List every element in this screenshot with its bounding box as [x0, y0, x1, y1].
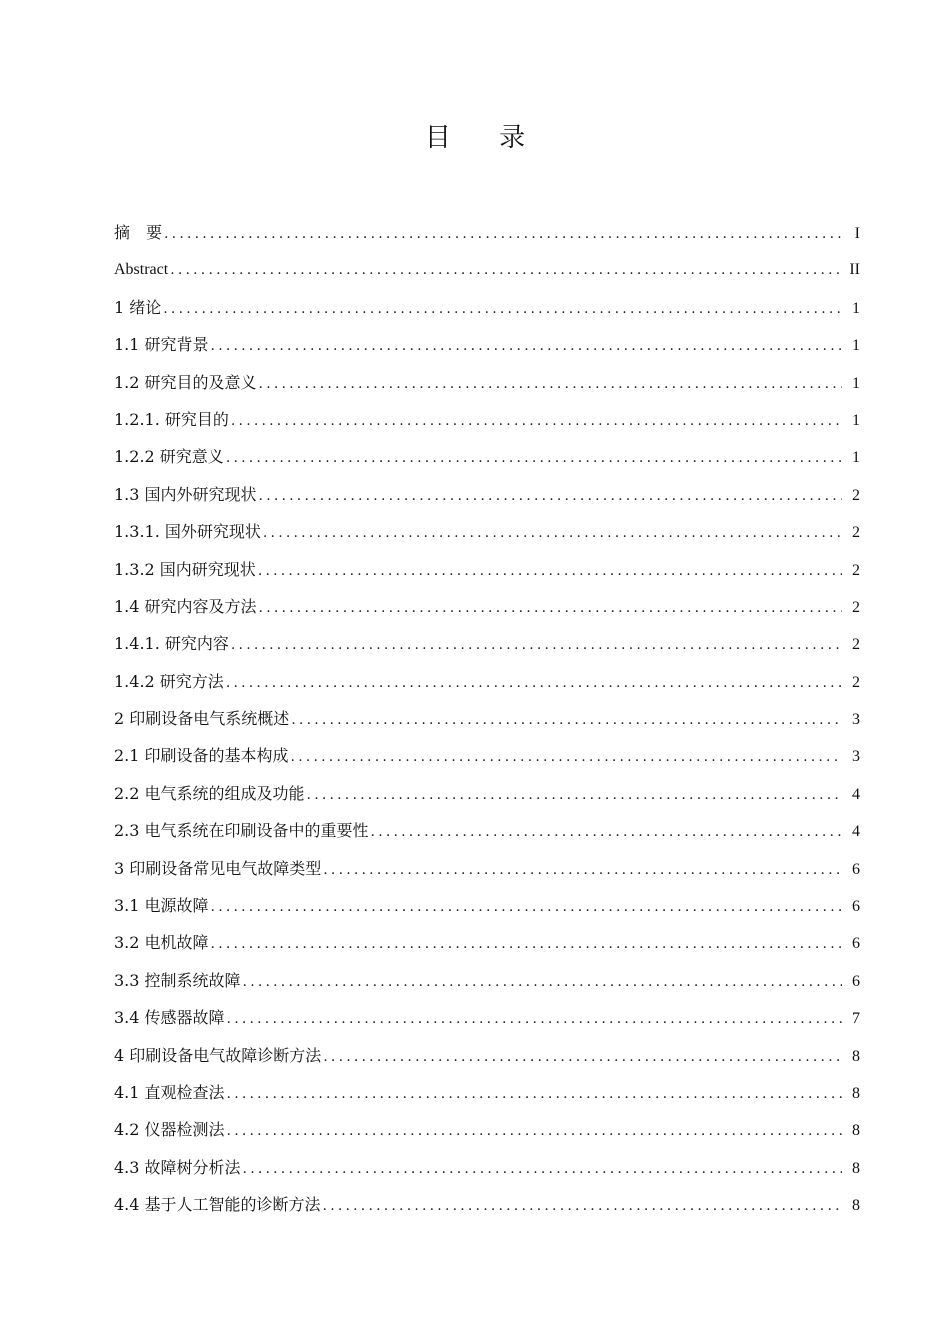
toc-leader-dots — [243, 964, 842, 1001]
toc-entry[interactable] — [114, 364, 860, 401]
toc-entry-label: 2.2 电气系统的组成及功能 — [114, 783, 305, 803]
toc-entry-page-number: 8 — [852, 1047, 860, 1065]
toc-entry-label: Abstract — [114, 261, 169, 279]
toc-entry-page-number: 1 — [852, 374, 860, 392]
toc-entry-page-number: II — [849, 261, 860, 279]
toc-entry-label: 3.3 控制系统故障 — [114, 970, 241, 990]
toc-leader-dots — [263, 515, 842, 552]
toc-entry-page-number: 3 — [852, 711, 860, 729]
toc-entry-page-number: 2 — [852, 524, 860, 542]
toc-entry[interactable] — [114, 438, 860, 475]
toc-leader-dots — [164, 216, 842, 253]
toc-entry-label: 4 印刷设备电气故障诊断方法 — [114, 1045, 322, 1065]
toc-leader-dots — [211, 328, 842, 365]
toc-entry[interactable] — [114, 551, 860, 588]
toc-entry[interactable] — [114, 214, 860, 251]
toc-leader-dots — [307, 777, 842, 814]
toc-entry-label: 1 绪论 — [114, 297, 162, 317]
toc-entry-page-number: 1 — [852, 337, 860, 355]
toc-leader-dots — [291, 739, 842, 776]
toc-entry-label: 1.3.1. 国外研究现状 — [114, 522, 261, 542]
toc-entry-page-number: 4 — [852, 785, 860, 803]
toc-leader-dots — [231, 403, 842, 440]
toc-entry[interactable] — [114, 812, 860, 849]
toc-entry-label: 1.3.2 国内研究现状 — [114, 559, 256, 579]
toc-leader-dots — [170, 252, 842, 289]
toc-entry-page-number: 1 — [852, 411, 860, 429]
toc-entry-page-number: I — [854, 225, 860, 242]
toc-entry-label: 1.1 研究背景 — [114, 335, 209, 355]
toc-entry-label: 3.4 传感器故障 — [114, 1008, 225, 1028]
toc-entry-page-number: 8 — [852, 1084, 860, 1102]
toc-entry-label: 4.4 基于人工智能的诊断方法 — [114, 1195, 321, 1215]
toc-entry[interactable] — [114, 962, 860, 999]
toc-entry-label: 1.4.1. 研究内容 — [114, 634, 229, 654]
toc-entry-page-number: 6 — [852, 898, 860, 916]
toc-leader-dots — [259, 478, 842, 515]
toc-entry[interactable] — [114, 625, 860, 662]
toc-entry-page-number: 3 — [852, 748, 860, 766]
toc-entry[interactable] — [114, 999, 860, 1036]
toc-entry-label: 1.3 国内外研究现状 — [114, 484, 257, 504]
toc-entry[interactable] — [114, 1149, 860, 1186]
table-of-contents — [114, 214, 860, 1224]
toc-entry-page-number: 7 — [852, 1010, 860, 1028]
toc-leader-dots — [323, 1039, 842, 1076]
toc-entry-page-number: 8 — [852, 1159, 860, 1177]
toc-entry[interactable] — [114, 737, 860, 774]
toc-entry-page-number: 6 — [852, 935, 860, 953]
toc-entry-page-number: 2 — [852, 598, 860, 616]
toc-leader-dots — [231, 627, 842, 664]
toc-leader-dots — [163, 291, 842, 328]
toc-entry-page-number: 4 — [852, 823, 860, 841]
toc-entry[interactable] — [114, 401, 860, 438]
toc-entry[interactable] — [114, 326, 860, 363]
toc-entry-page-number: 1 — [852, 299, 860, 317]
toc-entry-page-number: 2 — [852, 636, 860, 654]
toc-entry-page-number: 6 — [852, 972, 860, 990]
toc-leader-dots — [243, 1151, 842, 1188]
toc-leader-dots — [259, 366, 842, 403]
toc-entry[interactable] — [114, 513, 860, 550]
toc-leader-dots — [323, 1188, 842, 1225]
toc-leader-dots — [227, 1076, 842, 1113]
toc-entry-label: 2 印刷设备电气系统概述 — [114, 709, 290, 729]
toc-entry[interactable] — [114, 887, 860, 924]
toc-entry-label: 2.1 印刷设备的基本构成 — [114, 746, 289, 766]
toc-entry[interactable] — [114, 775, 860, 812]
toc-entry-label: 1.2.2 研究意义 — [114, 447, 224, 467]
toc-leader-dots — [211, 889, 842, 926]
toc-entry[interactable] — [114, 289, 860, 326]
toc-entry[interactable] — [114, 924, 860, 961]
toc-leader-dots — [291, 702, 842, 739]
toc-entry[interactable] — [114, 251, 860, 288]
toc-entry-page-number: 8 — [852, 1197, 860, 1215]
toc-leader-dots — [227, 1113, 842, 1150]
toc-entry[interactable] — [114, 1111, 860, 1148]
toc-leader-dots — [323, 852, 842, 889]
toc-entry[interactable] — [114, 476, 860, 513]
toc-entry[interactable] — [114, 663, 860, 700]
toc-entry-label: 4.1 直观检查法 — [114, 1082, 225, 1102]
toc-entry-label: 4.2 仪器检测法 — [114, 1120, 225, 1140]
toc-entry-page-number: 6 — [852, 860, 860, 878]
toc-leader-dots — [211, 926, 842, 963]
toc-entry-page-number: 2 — [852, 673, 860, 691]
toc-entry-label: 2.3 电气系统在印刷设备中的重要性 — [114, 821, 369, 841]
toc-entry[interactable] — [114, 850, 860, 887]
toc-leader-dots — [227, 1001, 842, 1038]
toc-entry[interactable] — [114, 1037, 860, 1074]
toc-entry-label: 3 印刷设备常见电气故障类型 — [114, 858, 322, 878]
toc-entry-label: 3.2 电机故障 — [114, 933, 209, 953]
toc-entry[interactable] — [114, 1074, 860, 1111]
toc-entry[interactable] — [114, 1186, 860, 1223]
toc-leader-dots — [258, 553, 842, 590]
page-title: 目 录 — [424, 123, 546, 153]
toc-entry-label: 1.2.1. 研究目的 — [114, 409, 229, 429]
toc-leader-dots — [259, 590, 842, 627]
toc-entry-page-number: 2 — [852, 486, 860, 504]
toc-entry-page-number: 2 — [852, 561, 860, 579]
toc-entry-label: 1.4 研究内容及方法 — [114, 596, 257, 616]
toc-leader-dots — [226, 440, 842, 477]
toc-leader-dots — [226, 665, 842, 702]
toc-entry-label: 1.2 研究目的及意义 — [114, 372, 257, 392]
toc-entry-page-number: 1 — [852, 449, 860, 467]
toc-entry-label: 摘 要 — [114, 223, 163, 242]
toc-leader-dots — [371, 814, 842, 851]
toc-entry-label: 1.4.2 研究方法 — [114, 671, 224, 691]
toc-entry-label: 4.3 故障树分析法 — [114, 1157, 241, 1177]
toc-entry-label: 3.1 电源故障 — [114, 896, 209, 916]
toc-entry-page-number: 8 — [852, 1122, 860, 1140]
toc-entry[interactable] — [114, 700, 860, 737]
toc-entry[interactable] — [114, 588, 860, 625]
